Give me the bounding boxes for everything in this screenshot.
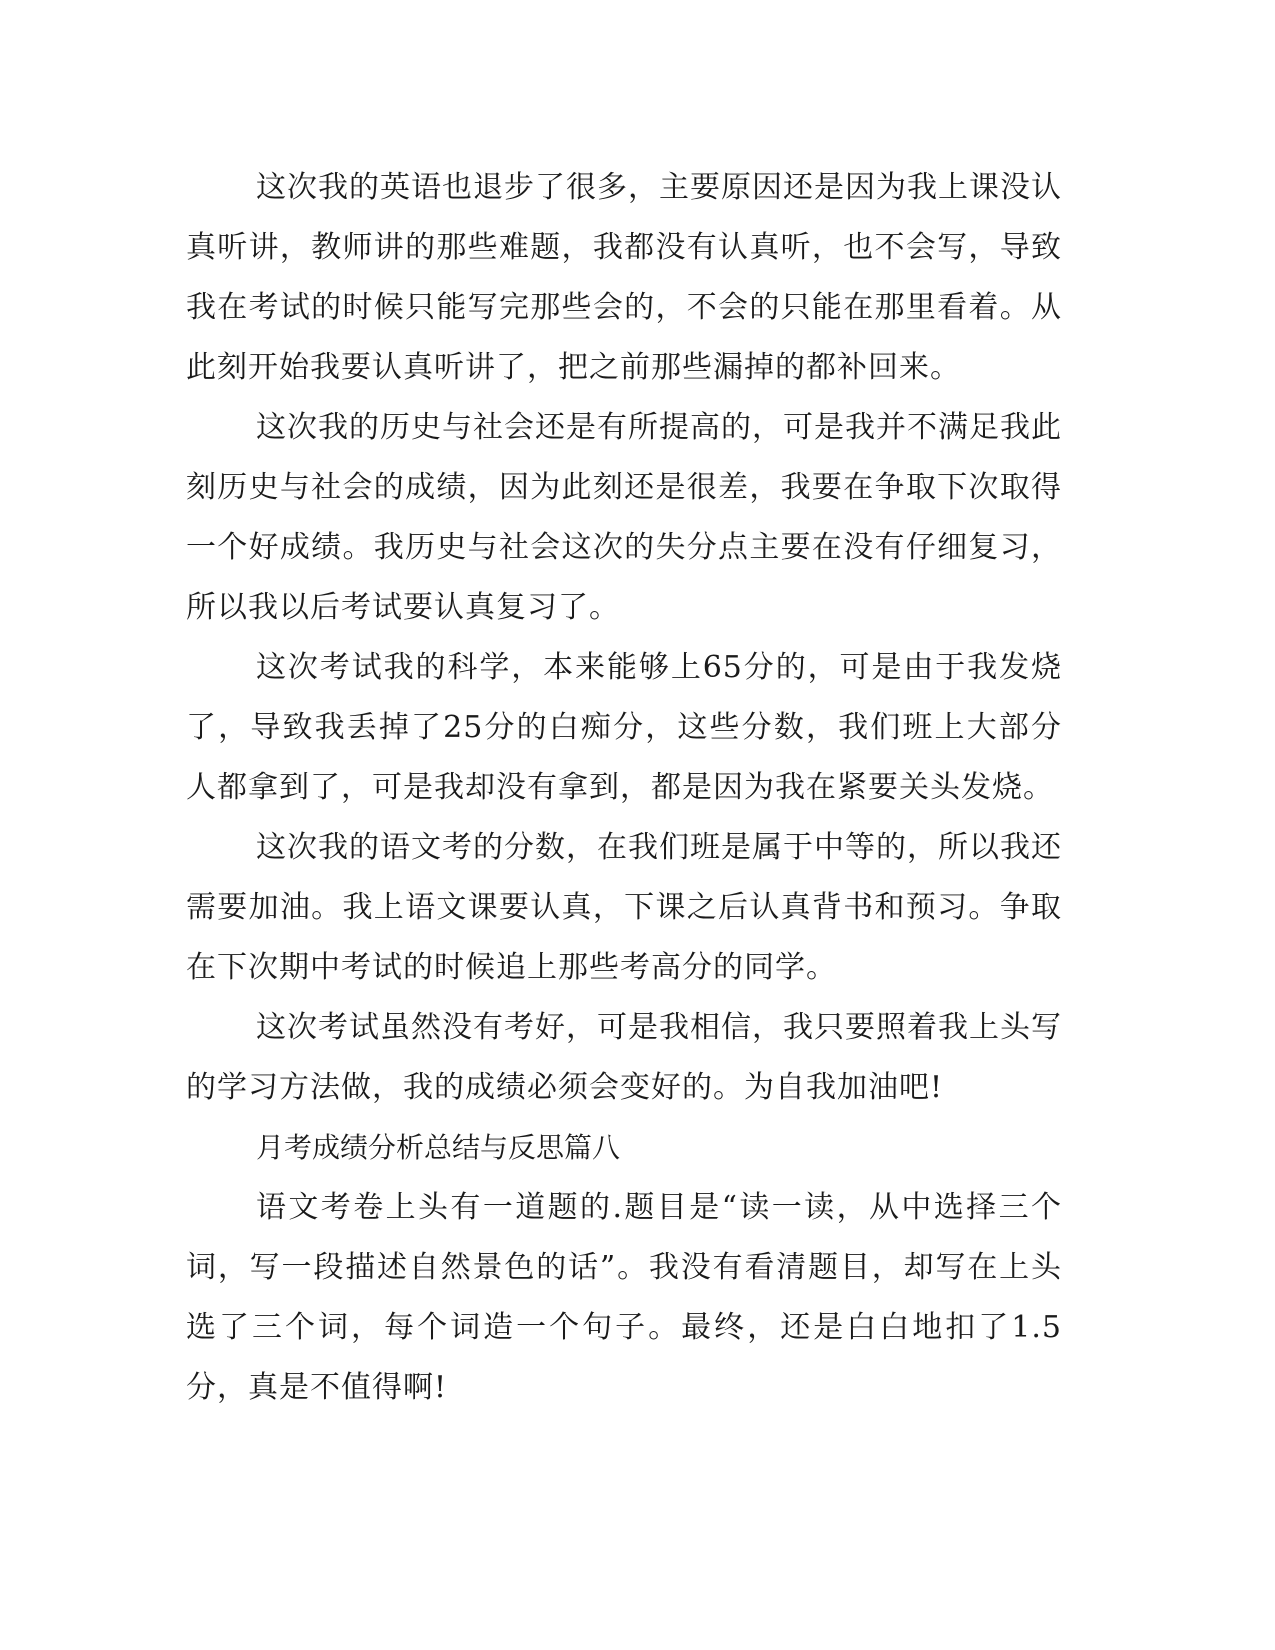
paragraph-exam-question: 语文考卷上头有一道题的.题目是“读一读，从中选择三个词，写一段描述自然景色的话”。我没有看清题目，却写在上头选了三个词，每个词造一个句子。最终，还是白白地扣了1.5分，真是不值得啊! bbox=[186, 1190, 1062, 1405]
paragraph-history-society: 这次我的历史与社会还是有所提高的，可是我并不满足我此刻历史与社会的成绩，因为此刻还是很差，我要在争取下次取得一个好成绩。我历史与社会这次的失分点主要在没有仔细复习，所以我以后考试要认真复习了。 bbox=[186, 410, 1062, 625]
paragraph-science: 这次考试我的科学，本来能够上65分的，可是由于我发烧了，导致我丢掉了25分的白痴分，这些分数，我们班上大部分人都拿到了，可是我却没有拿到，都是因为我在紧要关头发烧。 bbox=[186, 650, 1062, 805]
paragraph-conclusion: 这次考试虽然没有考好，可是我相信，我只要照着我上头写的学习方法做，我的成绩必须会变好的。为自我加油吧! bbox=[186, 1010, 1062, 1105]
paragraph-english: 这次我的英语也退步了很多，主要原因还是因为我上课没认真听讲，教师讲的那些难题，我都没有认真听，也不会写，导致我在考试的时候只能写完那些会的，不会的只能在那里看着。从此刻开始我要认真听讲了，把之前那些漏掉的都补回来。 bbox=[186, 170, 1062, 385]
document-body bbox=[186, 158, 1062, 1418]
paragraph-chinese: 这次我的语文考的分数，在我们班是属于中等的，所以我还需要加油。我上语文课要认真，下课之后认真背书和预习。争取在下次期中考试的时候追上那些考高分的同学。 bbox=[186, 830, 1062, 985]
section-heading: 月考成绩分析总结与反思篇八 bbox=[256, 1131, 621, 1164]
